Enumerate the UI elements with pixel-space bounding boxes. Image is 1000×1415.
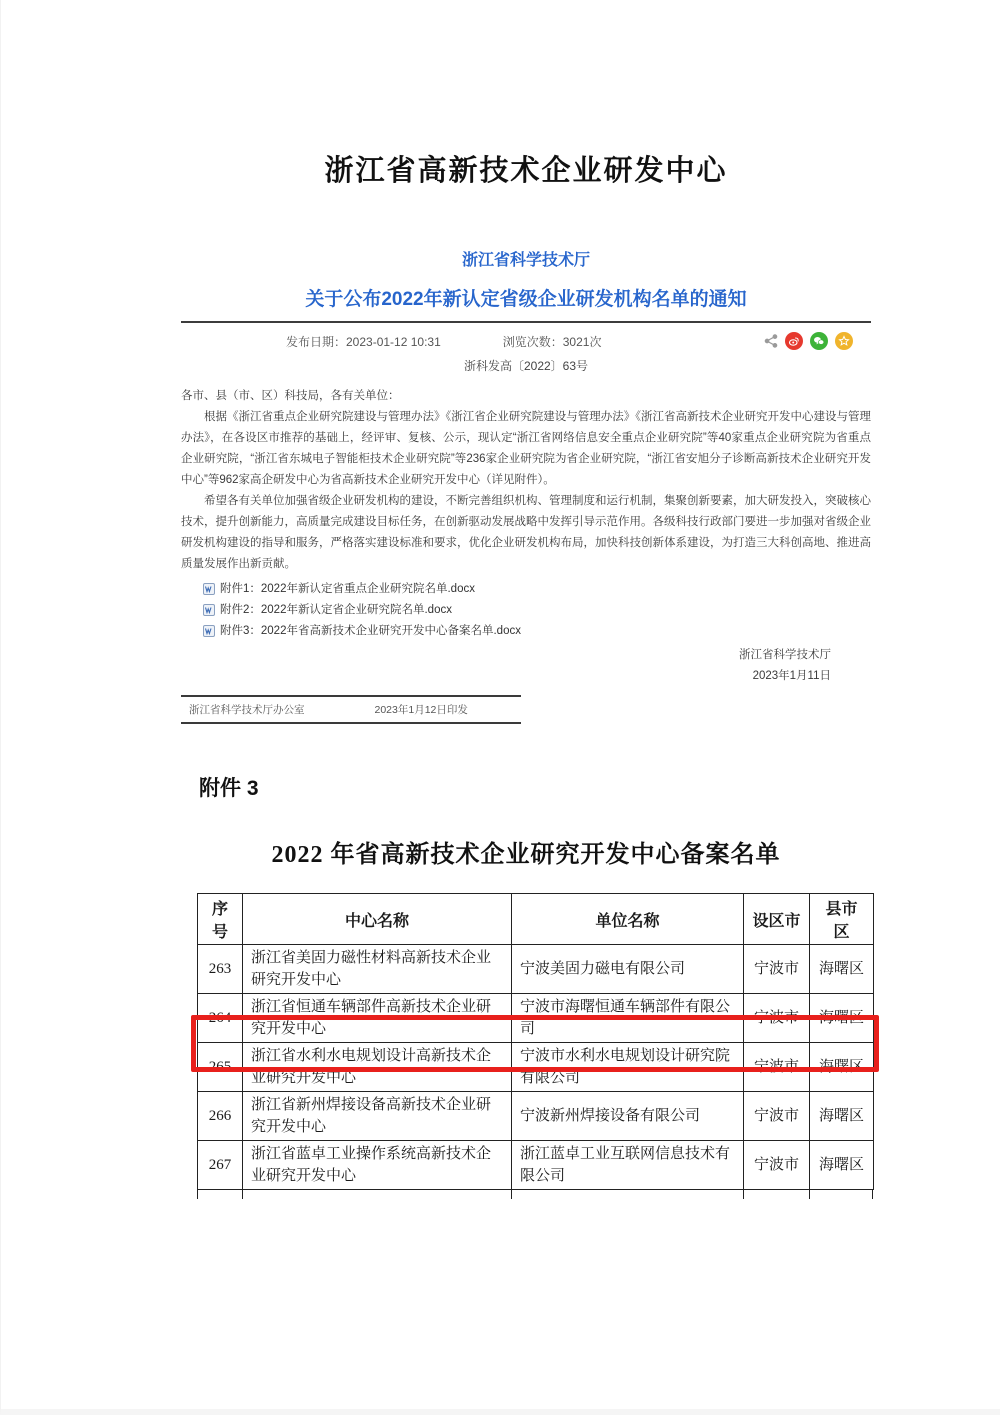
table-header-row xyxy=(198,894,874,945)
word-doc-icon xyxy=(203,604,215,616)
cell-city: 宁波市 xyxy=(744,945,810,994)
cell-district: 海曙区 xyxy=(810,994,874,1043)
footer-print-date: 2023年1月12日印发 xyxy=(374,704,468,716)
doc-number: 浙科发高〔2022〕63号 xyxy=(463,359,589,373)
header-city: 设区市 xyxy=(744,894,810,945)
weibo-share-icon[interactable] xyxy=(785,332,803,350)
cell-center: 浙江省新州焊接设备高新技术企业研究开发中心 xyxy=(243,1092,512,1141)
attachment-link-1[interactable]: 附件1：2022年新认定省重点企业研究院名单.docx xyxy=(203,581,871,597)
notice-content xyxy=(181,148,871,1199)
cell-no: 266 xyxy=(198,1092,243,1141)
cell-city: 宁波市 xyxy=(744,1092,810,1141)
cell-unit: 宁波美固力磁电有限公司 xyxy=(512,945,744,994)
paragraph-1: 根据《浙江省重点企业研究院建设与管理办法》《浙江省企业研究院建设与管理办法》《浙江省高新技术企业研究开发中心建设与管理办法》，在各设区市推荐的基础上，经评审、复核、公示，现认定“浙江省网络信息安全重点企业研究院”等40家重点企业研究院为省重点企业研究院，“浙江省东城电子智能柜技术企业研究院”等236家企业研究院为省企业研究院，“浙江省安旭分子诊断高新技术企业研究开发中心”等962家高企研发中心为省高新技术企业研究开发中心（详见附件）。 xyxy=(181,411,871,486)
notice-headline[interactable]: 关于公布2022年新认定省级企业研发机构名单的通知 xyxy=(305,289,747,310)
cell-no: 265 xyxy=(198,1043,243,1092)
cell-center: 浙江省蓝卓工业操作系统高新技术企业研究开发中心 xyxy=(243,1141,512,1190)
header-center-name: 中心名称 xyxy=(243,894,512,945)
cell-center: 浙江省美固力磁性材料高新技术企业研究开发中心 xyxy=(243,945,512,994)
signature-block xyxy=(181,645,871,687)
cell-district: 海曙区 xyxy=(810,1092,874,1141)
header-unit-name: 单位名称 xyxy=(512,894,744,945)
meta-row xyxy=(181,331,871,351)
attachment-link-2[interactable]: 附件2：2022年新认定省企业研究院名单.docx xyxy=(203,602,871,618)
sign-date: 2023年1月11日 xyxy=(752,670,831,682)
table-row xyxy=(198,1141,874,1190)
notice-body xyxy=(181,386,871,575)
share-nodes-icon[interactable] xyxy=(764,334,778,348)
favorite-star-icon[interactable] xyxy=(835,332,853,350)
signer-name: 浙江省科学技术厅 xyxy=(739,649,831,661)
publish-date: 发布日期：2023-01-12 10:31 xyxy=(286,334,441,349)
print-footer xyxy=(181,695,521,724)
cell-city: 宁波市 xyxy=(744,1043,810,1092)
cell-unit: 宁波市水利水电规划设计研究院有限公司 xyxy=(512,1043,744,1092)
salutation: 各市、县（市、区）科技局，各有关单位： xyxy=(181,390,400,402)
cell-no: 267 xyxy=(198,1141,243,1190)
header-district: 县市区 xyxy=(810,894,874,945)
roster-table-title: 2022 年省高新技术企业研究开发中心备案名单 xyxy=(271,842,781,868)
cell-unit: 宁波新州焊接设备有限公司 xyxy=(512,1092,744,1141)
cell-district: 海曙区 xyxy=(810,945,874,994)
word-doc-icon xyxy=(203,625,215,637)
footer-office: 浙江省科学技术厅办公室 xyxy=(189,704,305,716)
cell-no: 263 xyxy=(198,945,243,994)
table-row xyxy=(198,945,874,994)
share-box xyxy=(764,332,853,350)
agency-link[interactable]: 浙江省科学技术厅 xyxy=(461,252,590,269)
cell-district: 海曙区 xyxy=(810,1141,874,1190)
view-count: 浏览次数：3021次 xyxy=(502,334,602,349)
cell-city: 宁波市 xyxy=(744,1141,810,1190)
cell-center: 浙江省恒通车辆部件高新技术企业研究开发中心 xyxy=(243,994,512,1043)
attachment-list xyxy=(181,581,871,639)
header-no: 序号 xyxy=(198,894,243,945)
wechat-share-icon[interactable] xyxy=(810,332,828,350)
roster-table xyxy=(197,893,874,1190)
cell-center: 浙江省水利水电规划设计高新技术企业研究开发中心 xyxy=(243,1043,512,1092)
page-title: 浙江省高新技术企业研发中心 xyxy=(324,155,728,187)
cell-no: 264 xyxy=(198,994,243,1043)
table-row-highlighted xyxy=(198,1043,874,1092)
attachment-link-3[interactable]: 附件3：2022年省高新技术企业研究开发中心备案名单.docx xyxy=(203,623,871,639)
cell-unit: 宁波市海曙恒通车辆部件有限公司 xyxy=(512,994,744,1043)
roster-table-wrap xyxy=(197,893,873,1199)
table-row xyxy=(198,1092,874,1141)
title-divider xyxy=(181,321,871,323)
word-doc-icon xyxy=(203,583,215,595)
cutoff-next-row xyxy=(197,1190,873,1199)
cell-unit: 浙江蓝卓工业互联网信息技术有限公司 xyxy=(512,1141,744,1190)
cell-city: 宁波市 xyxy=(744,994,810,1043)
table-row xyxy=(198,994,874,1043)
paragraph-2: 希望各有关单位加强省级企业研发机构的建设，不断完善组织机构、管理制度和运行机制，集聚创新要素，加大研发投入，突破核心技术，提升创新能力，高质量完成建设目标任务，在创新驱动发展战略中发挥引导示范作用。各级科技行政部门要进一步加强对省级企业研发机构建设的指导和服务，严格落实建设标准和要求，优化企业研发机构布局，加快科技创新体系建设，为打造三大科创高地、推进高质量发展作出新贡献。 xyxy=(181,495,871,570)
appendix-label: 附件 3 xyxy=(199,777,259,800)
cell-district: 海曙区 xyxy=(810,1043,874,1092)
